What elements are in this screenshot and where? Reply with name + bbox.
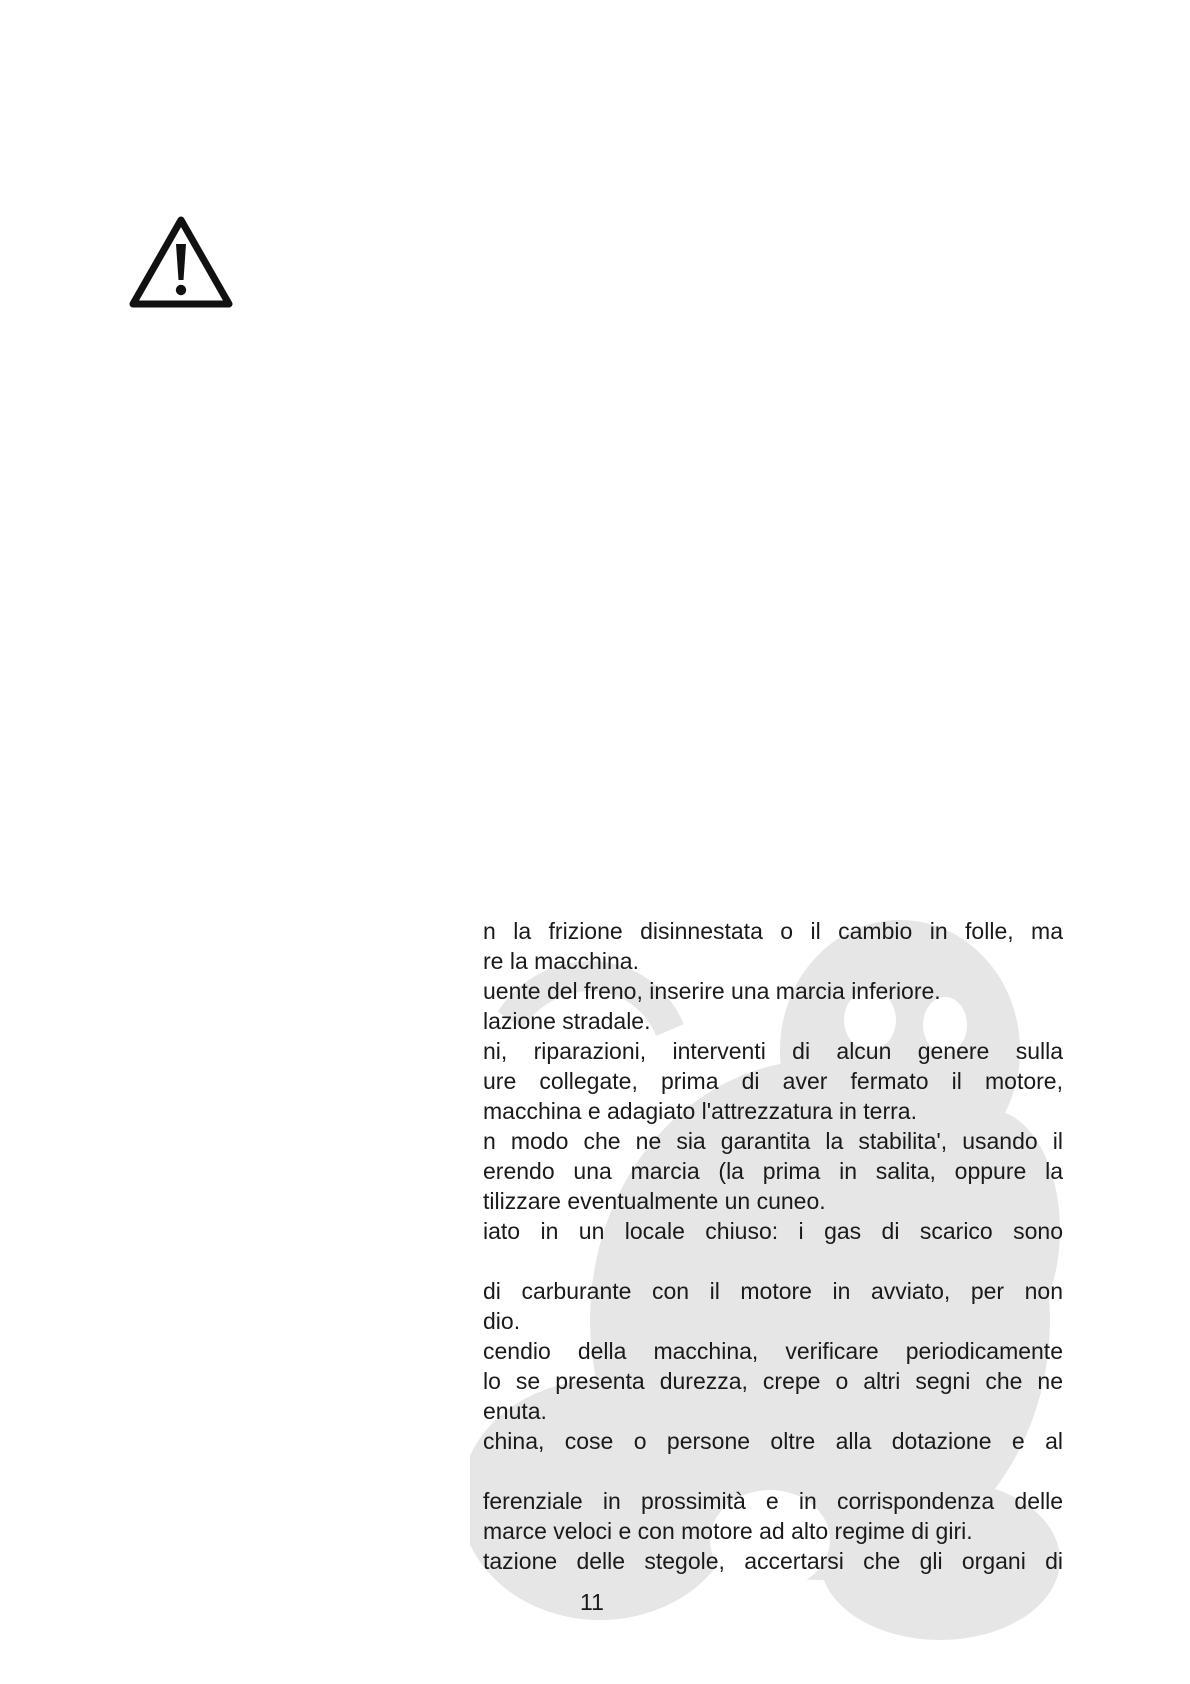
text-line: dio. xyxy=(483,1308,521,1334)
text-line: iato in un locale chiuso: i gas di scarico sono xyxy=(483,1218,1063,1244)
text-line: marce veloci e con motore ad alto regime di giri. xyxy=(483,1518,973,1544)
blank-line xyxy=(483,1456,1063,1486)
text-line: macchina e adagiato l'attrezzatura in terra. xyxy=(483,1098,917,1124)
text-line: n la frizione disinnestata o il cambio in folle, ma xyxy=(483,918,1063,944)
page-number: 11 xyxy=(580,1589,604,1615)
text-line: tilizzare eventualmente un cuneo. xyxy=(483,1188,826,1214)
text-line: enuta. xyxy=(483,1398,547,1424)
text-line: re la macchina. xyxy=(483,948,639,974)
text-line: n modo che ne sia garantita la stabilita', usando il xyxy=(483,1128,1063,1154)
text-line: cendio della macchina, verificare periodicamente xyxy=(483,1338,1063,1364)
text-line: uente del freno, inserire una marcia inferiore. xyxy=(483,978,941,1004)
text-line: ferenziale in prossimità e in corrispondenza delle xyxy=(483,1488,1063,1514)
blank-line xyxy=(483,1246,1063,1276)
text-line: erendo una marcia (la prima in salita, oppure la xyxy=(483,1158,1063,1184)
text-line: tazione delle stegole, accertarsi che gli organi di xyxy=(483,1548,1063,1574)
text-line: lazione stradale. xyxy=(483,1008,651,1034)
text-line: lo se presenta durezza, crepe o altri segni che ne xyxy=(483,1368,1063,1394)
warning-triangle-icon xyxy=(128,214,234,310)
safety-text-block xyxy=(483,916,1063,1576)
text-line: di carburante con il motore in avviato, per non xyxy=(483,1278,1063,1304)
text-line: ni, riparazioni, interventi di alcun genere sulla xyxy=(483,1038,1063,1064)
text-line: ure collegate, prima di aver fermato il motore, xyxy=(483,1068,1063,1094)
text-line: china, cose o persone oltre alla dotazione e al xyxy=(483,1428,1063,1454)
